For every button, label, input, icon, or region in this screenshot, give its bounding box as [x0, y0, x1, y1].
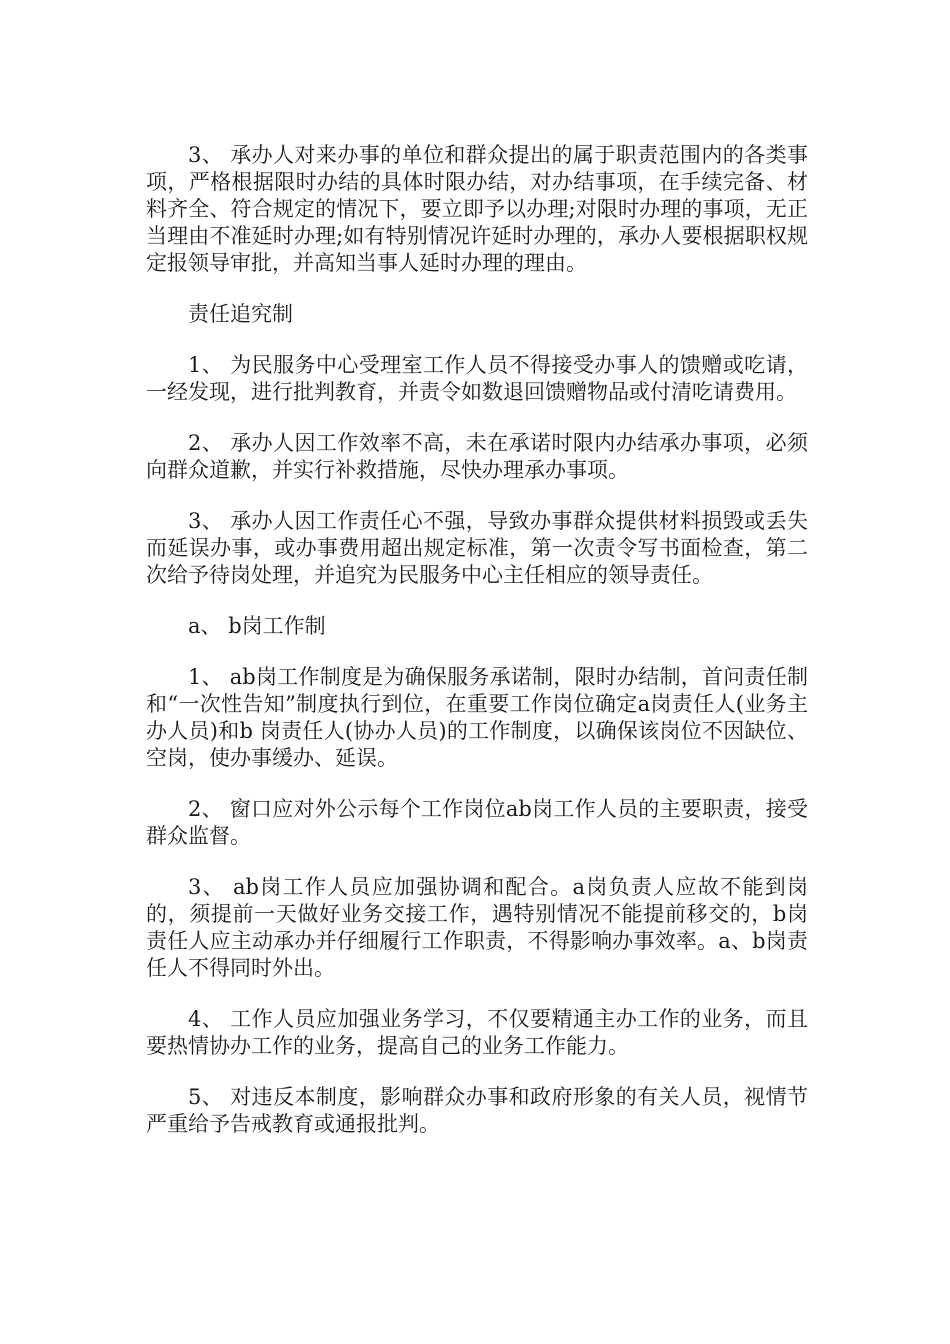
paragraph-ab-post-2: 2、 窗口应对外公示每个工作岗位ab岗工作人员的主要职责，接受群众监督。	[146, 797, 808, 848]
paragraph-ab-post-3: 3、 ab岗工作人员应加强协调和配合。a岗负责人应故不能到岗的，须提前一天做好业务交接工作，遇特别情况不能提前移交的，b岗责任人应主动承办并仔细履行工作职责，不得影响办事效率。a、b岗责任人不得同时外出。	[146, 875, 808, 980]
paragraph-ab-post-1: 1、 ab岗工作制度是为确保服务承诺制，限时办结制，首问责任制和“一次性告知”制度执行到位，在重要工作岗位确定a岗责任人(业务主办人员)和b 岗责任人(协办人员)的工作制度，以确保该岗位不因缺位、空岗，使办事缓办、延误。	[146, 665, 808, 770]
paragraph-accountability-1: 1、 为民服务中心受理室工作人员不得接受办事人的馈赠或吃请，一经发现，进行批判教育，并责令如数退回馈赠物品或付清吃请费用。	[146, 353, 808, 404]
paragraph-accountability-2: 2、 承办人因工作效率不高，未在承诺时限内办结承办事项，必须向群众道歉，并实行补救措施，尽快办理承办事项。	[146, 431, 808, 482]
section-heading-accountability: 责任追究制	[188, 302, 293, 326]
paragraph-accountability-3: 3、 承办人因工作责任心不强，导致办事群众提供材料损毁或丢失而延误办事，或办事费用超出规定标准，第一次责令写书面检查，第二次给予待岗处理，并追究为民服务中心主任相应的领导责任。	[146, 509, 808, 587]
paragraph-ab-post-4: 4、 工作人员应加强业务学习，不仅要精通主办工作的业务，而且要热情协办工作的业务，提高自己的业务工作能力。	[146, 1007, 808, 1058]
section-heading-ab-post: a、 b岗工作制	[188, 614, 326, 638]
document-page	[146, 142, 808, 1162]
paragraph-ab-post-5: 5、 对违反本制度，影响群众办事和政府形象的有关人员，视情节严重给予告戒教育或通报批判。	[146, 1085, 808, 1136]
paragraph-handling-rule-3: 3、 承办人对来办事的单位和群众提出的属于职责范围内的各类事项，严格根据限时办结的具体时限办结，对办结事项，在手续完备、材料齐全、符合规定的情况下，要立即予以办理;对限时办理的事项，无正当理由不准延时办理;如有特别情况许延时办理的，承办人要根据职权规定报领导审批，并高知当事人延时办理的理由。	[146, 143, 808, 275]
